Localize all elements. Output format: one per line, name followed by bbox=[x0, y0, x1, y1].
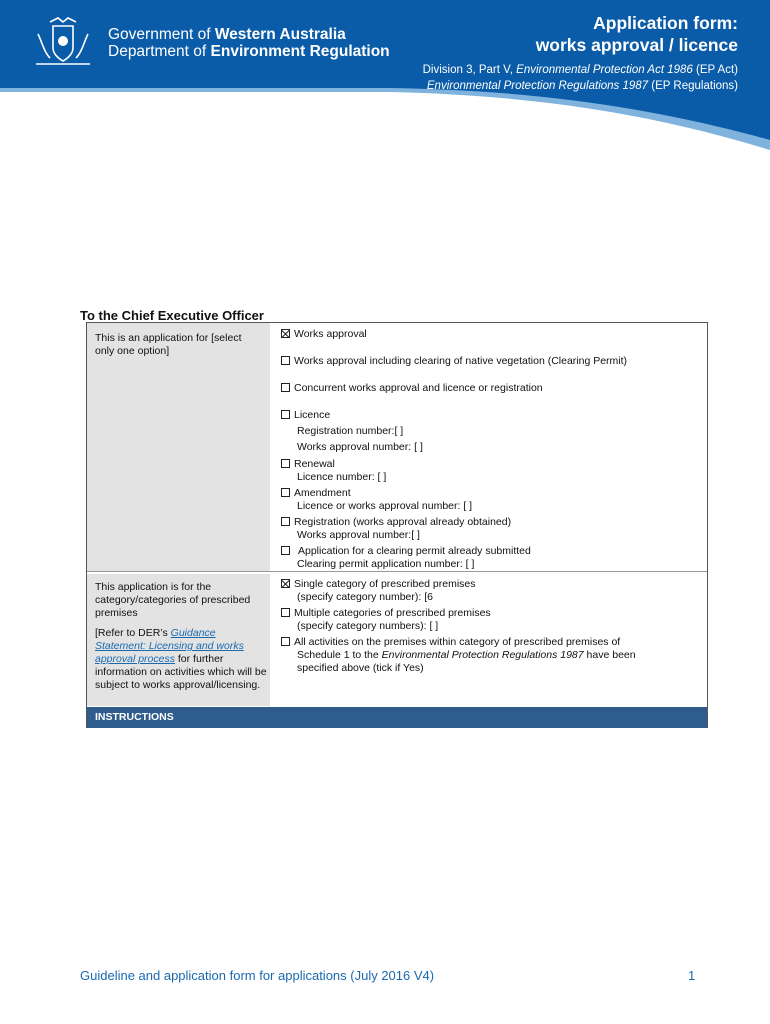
form-title-line1: Application form: bbox=[593, 13, 738, 33]
option-licence[interactable]: Licence bbox=[281, 409, 330, 422]
option-clearing-permit-submitted[interactable]: Application for a clearing permit already submitted bbox=[281, 545, 531, 558]
checkbox-icon[interactable] bbox=[281, 356, 290, 365]
renewal-licence-number-field[interactable]: Licence number: [ ] bbox=[297, 471, 387, 483]
legislation-line1: Division 3, Part V, Environmental Protection Act 1986 (EP Act) bbox=[422, 64, 738, 76]
option-all-activities[interactable]: All activities on the premises within category of prescribed premises of bbox=[281, 636, 620, 649]
legislation-line2: Environmental Protection Regulations 1987 (EP Regulations) bbox=[426, 80, 738, 92]
wa-crest-logo bbox=[28, 14, 98, 70]
works-approval-number-field[interactable]: Works approval number: [ ] bbox=[297, 441, 423, 453]
checkbox-checked-icon[interactable] bbox=[281, 579, 290, 588]
checkbox-checked-icon[interactable] bbox=[281, 329, 290, 338]
instructions-header: INSTRUCTIONS bbox=[87, 707, 707, 728]
application-form-table bbox=[86, 322, 708, 728]
all-activities-line2: Schedule 1 to the Environmental Protection Regulations 1987 have been bbox=[297, 649, 636, 661]
recipient-heading: To the Chief Executive Officer bbox=[80, 308, 264, 323]
option-single-category[interactable]: Single category of prescribed premises bbox=[281, 578, 476, 591]
guidance-statement-link[interactable]: Guidance Statement: Licensing and works approval process bbox=[95, 627, 244, 665]
single-category-number-field[interactable]: (specify category number): [6 bbox=[297, 591, 433, 603]
category-label: This application is for the category/categories of prescribed premises bbox=[95, 581, 251, 619]
registration-number-field[interactable]: Registration number:[ ] bbox=[297, 425, 404, 437]
clearing-permit-number-field[interactable]: Clearing permit application number: [ ] bbox=[297, 558, 475, 570]
footer-document-title: Guideline and application form for applications (July 2016 V4) bbox=[80, 968, 435, 983]
amendment-number-field[interactable]: Licence or works approval number: [ ] bbox=[297, 500, 473, 512]
application-type-label-cell bbox=[87, 323, 270, 571]
checkbox-icon[interactable] bbox=[281, 383, 290, 392]
footer-page-number: 1 bbox=[688, 968, 696, 983]
checkbox-icon[interactable] bbox=[281, 517, 290, 526]
all-activities-line3: specified above (tick if Yes) bbox=[297, 662, 424, 674]
option-works-approval-clearing[interactable]: Works approval including clearing of native vegetation (Clearing Permit) bbox=[281, 355, 627, 368]
multiple-category-numbers-field[interactable]: (specify category numbers): [ ] bbox=[297, 620, 439, 632]
registration-works-approval-number-field[interactable]: Works approval number:[ ] bbox=[297, 529, 420, 541]
option-renewal[interactable]: Renewal bbox=[281, 458, 335, 471]
option-multiple-categories[interactable]: Multiple categories of prescribed premises bbox=[281, 607, 491, 620]
checkbox-icon[interactable] bbox=[281, 637, 290, 646]
form-title-block bbox=[423, 12, 738, 94]
category-refer-note: [Refer to DER’s Guidance Statement: Licensing and works approval process for further information on activities which will be subject to works approval/licensing. bbox=[95, 627, 267, 691]
option-amendment[interactable]: Amendment bbox=[281, 487, 351, 500]
checkbox-icon[interactable] bbox=[281, 410, 290, 419]
checkbox-icon[interactable] bbox=[281, 459, 290, 468]
government-name: Government of Western Australia bbox=[108, 26, 346, 43]
option-registration[interactable]: Registration (works approval already obtained) bbox=[281, 516, 511, 529]
category-label-cell bbox=[87, 574, 270, 706]
department-name: Department of Environment Regulation bbox=[108, 43, 390, 60]
row-divider bbox=[87, 571, 707, 572]
checkbox-icon[interactable] bbox=[281, 546, 290, 555]
option-concurrent[interactable]: Concurrent works approval and licence or registration bbox=[281, 382, 543, 395]
form-title-line2: works approval / licence bbox=[535, 35, 738, 55]
checkbox-icon[interactable] bbox=[281, 488, 290, 497]
checkbox-icon[interactable] bbox=[281, 608, 290, 617]
application-type-label: This is an application for [select only one option] bbox=[95, 332, 242, 357]
option-works-approval[interactable]: Works approval bbox=[281, 328, 367, 341]
